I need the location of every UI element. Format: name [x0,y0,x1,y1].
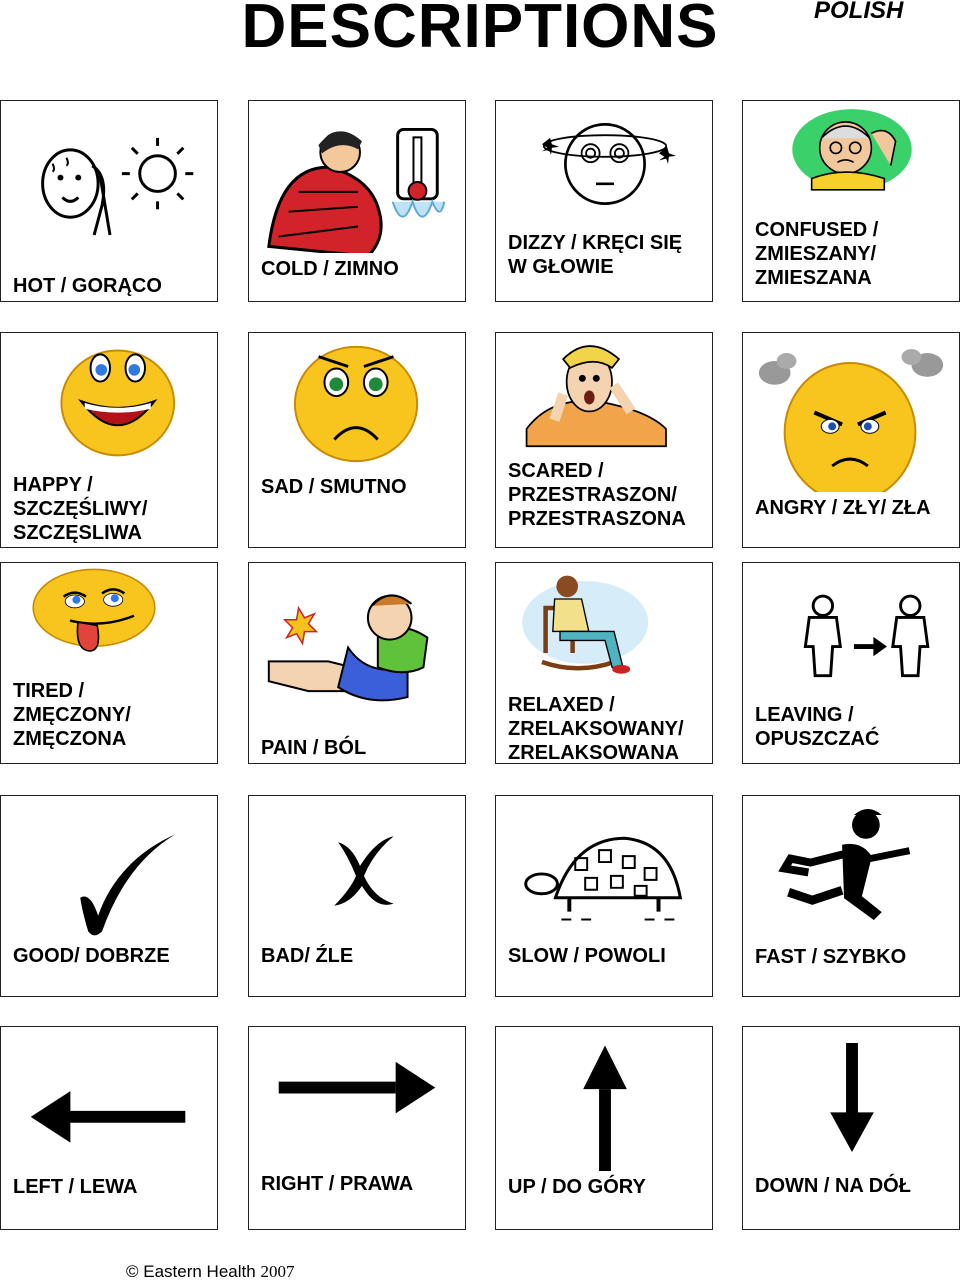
card-relaxed [495,562,713,764]
card-label: DIZZY / KRĘCI SIĘ W GŁOWIE [508,232,683,278]
card-tired-face [0,562,218,764]
card-label: RIGHT / PRAWA [261,1173,414,1195]
footer [126,1262,294,1282]
card-label: BAD/ ŹLE [261,945,354,967]
card-running-person [742,795,960,997]
card-check-mark [0,795,218,997]
card-arrow-down [742,1026,960,1230]
language-label: POLISH [814,0,904,24]
card-hot [0,100,218,302]
card-arrow-right [248,1026,466,1230]
card-label: FAST / SZYBKO [755,946,907,968]
card-angry-face [742,332,960,548]
card-label: COLD / ZIMNO [261,258,399,280]
card-label: SCARED / PRZESTRASZON/ PRZESTRASZONA [508,460,686,530]
card-label: RELAXED / ZRELAKSOWANY/ ZRELAKSOWANA [508,694,684,764]
page-title: DESCRIPTIONS [241,0,719,61]
card-arrow-left [0,1026,218,1230]
card-label: SAD / SMUTNO [261,476,407,498]
card-label: PAIN / BÓL [261,737,367,759]
copyright-year: 2007 [260,1262,295,1281]
card-turtle [495,795,713,997]
card-leaving [742,562,960,764]
card-label: LEFT / LEWA [13,1176,138,1198]
card-pain [248,562,466,764]
card-happy-face [0,332,218,548]
card-label: GOOD/ DOBRZE [13,945,170,967]
card-label: TIRED / ZMĘCZONY/ ZMĘCZONA [13,680,131,750]
card-label: LEAVING / OPUSZCZAĆ [755,704,880,750]
card-arrow-up [495,1026,713,1230]
card-label: HOT / GORĄCO [13,275,162,297]
card-confused [742,100,960,302]
card-cold [248,100,466,302]
card-label: HAPPY / SZCZĘŚLIWY/ SZCZĘSLIWA [13,474,148,544]
card-label: CONFUSED / ZMIESZANY/ ZMIESZANA [755,219,879,289]
card-scared [495,332,713,548]
card-label: UP / DO GÓRY [508,1176,646,1198]
card-label: ANGRY / ZŁY/ ZŁA [755,497,931,519]
card-dizzy [495,100,713,302]
card-label: DOWN / NA DÓŁ [755,1175,911,1197]
card-label: SLOW / POWOLI [508,945,666,967]
copyright-text: © Eastern Health [126,1262,256,1281]
card-sad-face [248,332,466,548]
card-cross-mark [248,795,466,997]
